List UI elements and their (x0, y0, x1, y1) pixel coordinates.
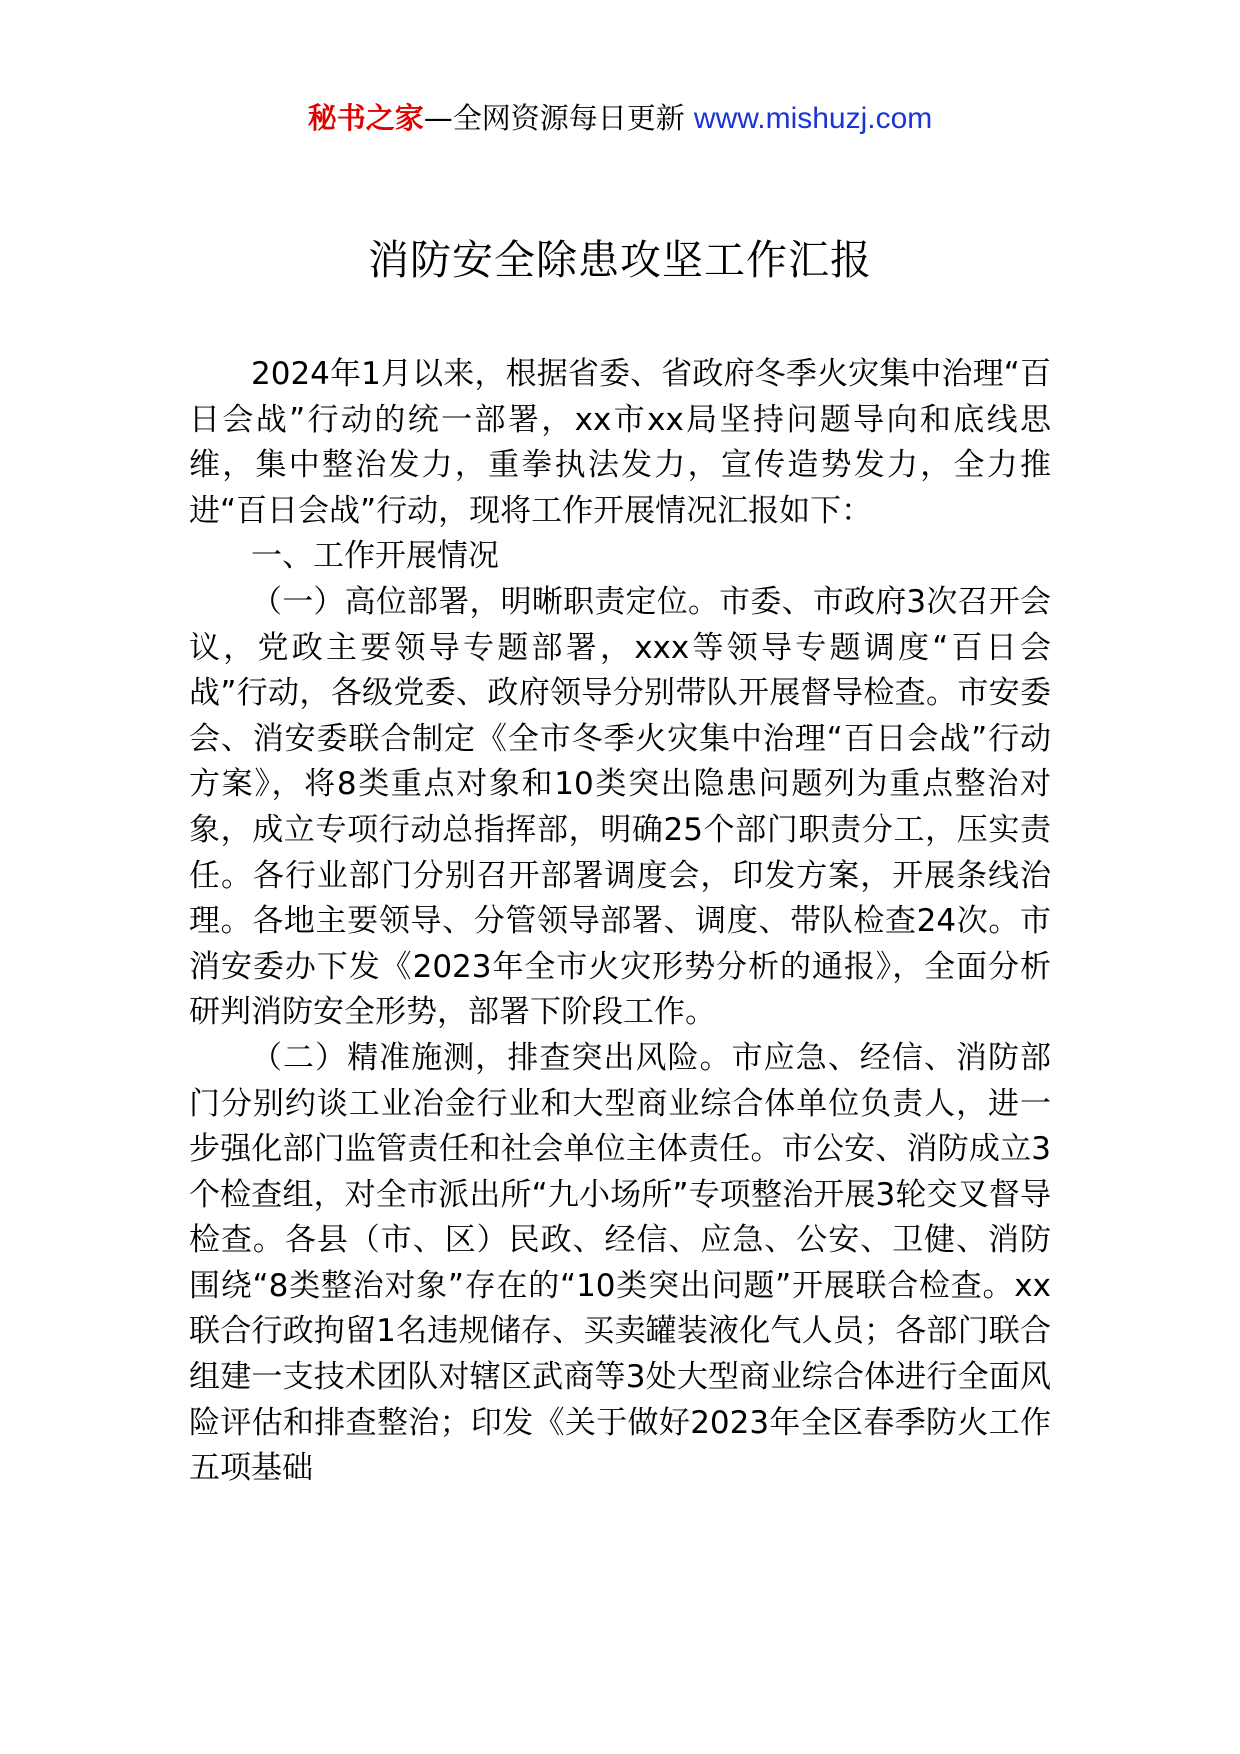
intro-paragraph: 2024年1月以来，根据省委、省政府冬季火灾集中治理“百日会战”行动的统一部署，xx市xx局坚持问题导向和底线思维，集中整治发力，重拳执法发力，宣传造势发力，全力推进“百日会战”行动，现将工作开展情况汇报如下： (189, 356, 1051, 529)
body-paragraph: （二）精准施测，排查突出风险。市应急、经信、消防部门分别约谈工业冶金行业和大型商业综合体单位负责人，进一步强化部门监管责任和社会单位主体责任。市公安、消防成立3个检查组，对全市派出所“九小场所”专项整治开展3轮交叉督导检查。各县（市、区）民政、经信、应急、公安、卫健、消防围绕“8类整治对象”存在的“10类突出问题”开展联合检查。xx联合行政拘留1名违规储存、买卖罐装液化气人员；各部门联合组建一支技术团队对辖区武商等3处大型商业综合体进行全面风险评估和排查整治；印发《关于做好2023年全区春季防火工作五项基础 (189, 1039, 1051, 1487)
document-title: 消防安全除患攻坚工作汇报 (368, 236, 872, 284)
document-body (189, 352, 1051, 1492)
section-heading: 一、工作开展情况 (251, 538, 499, 575)
brand-name: 秘书之家 (307, 101, 424, 135)
site-url[interactable]: www.mishuzj.com (693, 102, 933, 135)
site-header (0, 98, 1240, 139)
header-tagline: —全网资源每日更新 (423, 101, 694, 135)
body-paragraph: （一）高位部署，明晰职责定位。市委、市政府3次召开会议，党政主要领导专题部署，xxx等领导专题调度“百日会战”行动，各级党委、政府领导分别带队开展督导检查。市安委会、消安委联合制定《全市冬季火灾集中治理“百日会战”行动方案》，将8类重点对象和10类突出隐患问题列为重点整治对象，成立专项行动总指挥部，明确25个部门职责分工，压实责任。各行业部门分别召开部署调度会，印发方案，开展条线治理。各地主要领导、分管领导部署、调度、带队检查24次。市消安委办下发《2023年全市火灾形势分析的通报》，全面分析研判消防安全形势，部署下阶段工作。 (189, 583, 1051, 1031)
